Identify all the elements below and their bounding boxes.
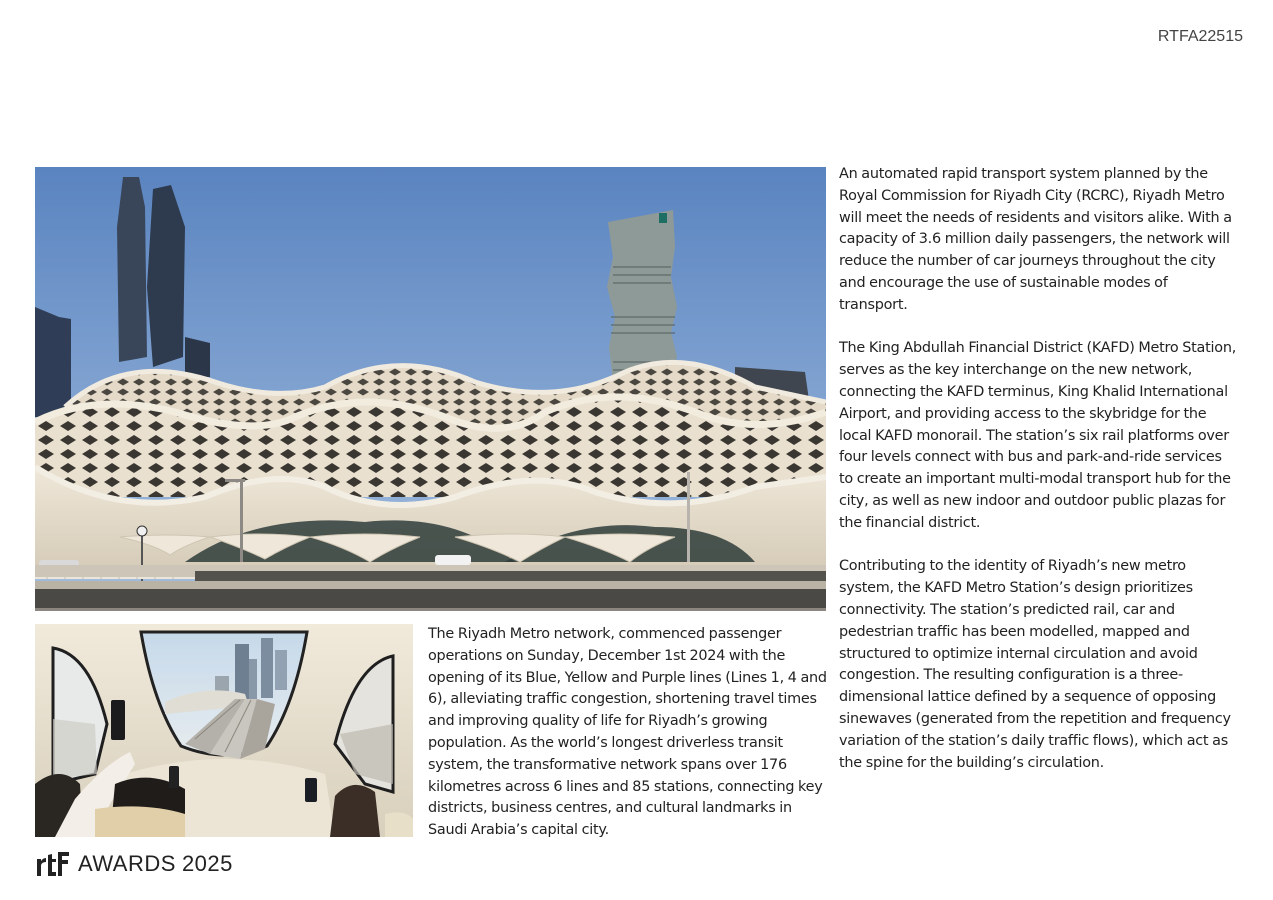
- description-right-column: [839, 164, 1239, 774]
- paragraph-overview: An automated rapid transport system planned by the Royal Commission for Riyadh City (RCRC), Riyadh Metro will meet the needs of residents and visitors alike. With a capacity of 3.6 million daily passengers, the network will reduce the number of car journeys throughout the city and encourage the use of sustainable modes of transport.: [839, 166, 1232, 313]
- rtf-logo-icon: [36, 850, 70, 878]
- twin-tower-right: [147, 185, 185, 367]
- road: [35, 589, 826, 611]
- train-interior-photo: [35, 624, 413, 837]
- train-interior-illustration: [35, 624, 413, 837]
- phone-left: [111, 700, 125, 740]
- rtf-awards-brand: [36, 850, 233, 878]
- paragraph-design-concept: Contributing to the identity of Riyadh’s new metro system, the KAFD Metro Station’s design prioritizes connectivity. The station’s predicted rail, car and pedestrian traffic has been modelled, mapped and structured to optimize internal circulation and avoid congestion. The resulting configuration is a three-dimensional lattice defined by a sequence of opposing sinewaves (generated from the repetition and frequency variation of the station’s daily traffic flows), which act as the spine for the building’s circulation.: [839, 558, 1231, 771]
- twin-tower-left: [117, 177, 147, 362]
- awards-label: AWARDS: [78, 851, 176, 876]
- reference-code: RTFA22515: [1157, 28, 1243, 45]
- station-exterior-photo: [35, 167, 826, 611]
- paragraph-kafd-station: The King Abdullah Financial District (KAFD) Metro Station, serves as the key interchange on the new network, connecting the KAFD terminus, King Khalid International Airport, and providing access to the skybridge for the local KAFD monorail. The station’s six rail platforms over four levels connect with bus and park-and-ride services to create an important multi-modal transport hub for the city, as well as new indoor and outdoor public plazas for the financial district.: [839, 340, 1237, 531]
- awards-title: [78, 851, 233, 877]
- phone-right: [305, 778, 317, 802]
- awards-year: 2025: [181, 851, 233, 876]
- description-bottom-column: [428, 624, 830, 842]
- paragraph-network-opening: The Riyadh Metro network, commenced passenger operations on Sunday, December 1st 2024 with the opening of its Blue, Yellow and Purple lines (Lines 1, 4 and 6), alleviating traffic congestion, shortening travel times and improving quality of life for Riyadh’s growing population. As the world’s longest driverless transit system, the transformative network spans over 176 kilometres across 6 lines and 85 stations, connecting key districts, business centres, and cultural landmarks in Saudi Arabia’s capital city.: [428, 626, 827, 839]
- station-exterior-illustration: [35, 167, 826, 611]
- left-glass-building: [35, 307, 71, 417]
- aramco-tower: [607, 210, 677, 382]
